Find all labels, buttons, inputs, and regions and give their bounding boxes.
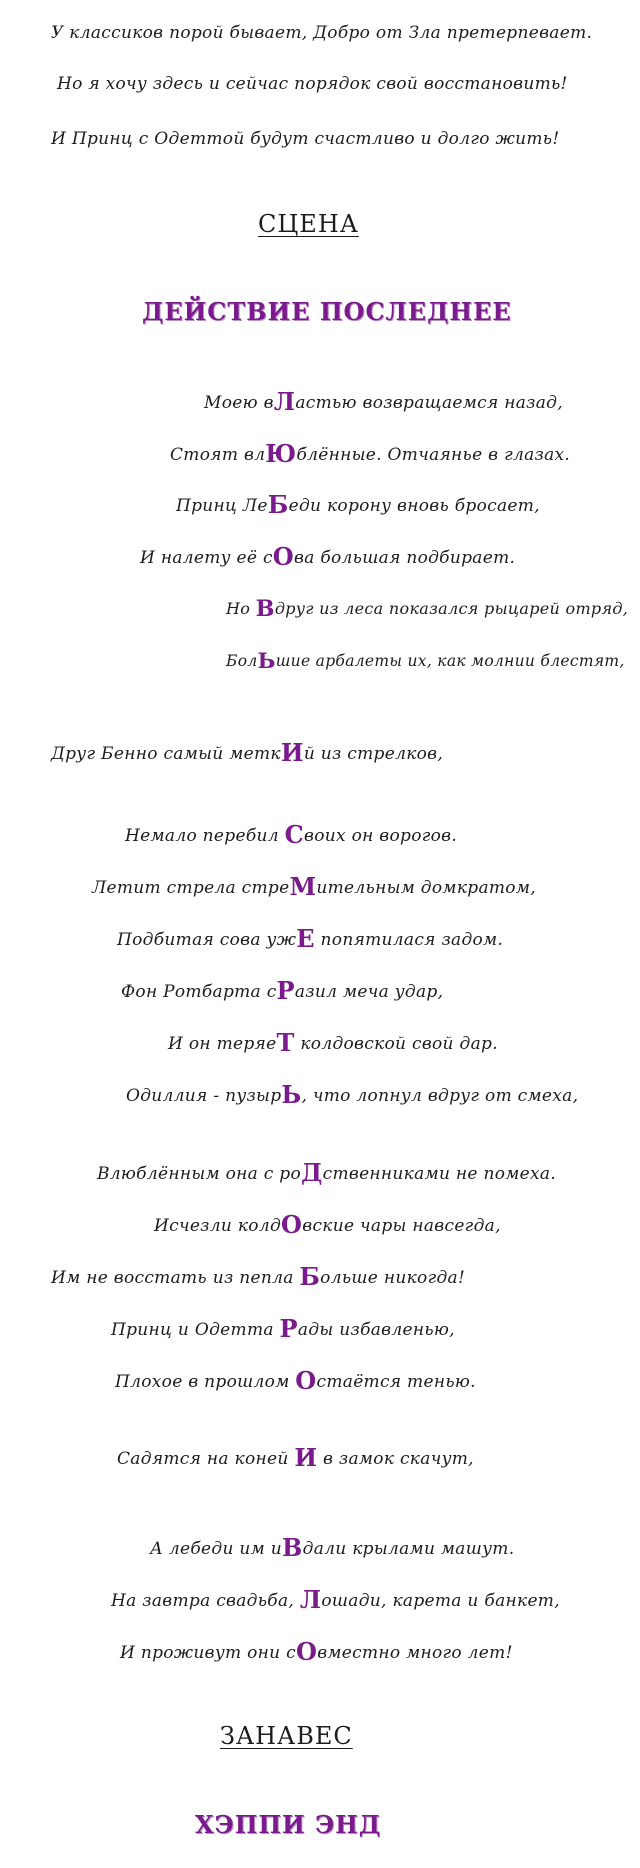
verse-line: На завтра свадьба, Лошади, карета и банкет, bbox=[111, 1585, 560, 1614]
curtain-heading: ЗАНАВЕС bbox=[220, 1722, 353, 1750]
acrostic-letter: Ю bbox=[265, 439, 297, 468]
verse-line: Принц и Одетта Рады избавленью, bbox=[111, 1314, 455, 1343]
acrostic-letter: О bbox=[281, 1210, 303, 1239]
acrostic-letter: В bbox=[282, 1533, 303, 1562]
acrostic-letter: Ь bbox=[281, 1080, 302, 1109]
verse-line: Плохое в прошлом Остаётся тенью. bbox=[115, 1366, 476, 1395]
act-title: ДЕЙСТВИЕ ПОСЛЕДНЕЕ bbox=[142, 297, 512, 326]
verse-line: Летит стрела стреМительным домкратом, bbox=[92, 872, 536, 901]
acrostic-letter: Б bbox=[299, 1262, 321, 1291]
acrostic-letter: Ь bbox=[257, 649, 276, 674]
acrostic-letter: Д bbox=[301, 1158, 323, 1187]
verse-line: Стоят влЮблённые. Отчаянье в глазах. bbox=[170, 439, 571, 468]
verse-line: Исчезли колдОвские чары навсегда, bbox=[154, 1210, 501, 1239]
verse-line: Принц ЛеБеди корону вновь бросает, bbox=[176, 490, 540, 519]
intro-line-1: У классиков порой бывает, Добро от Зла претерпевает. bbox=[51, 23, 593, 43]
acrostic-letter: О bbox=[295, 1637, 318, 1666]
scene-heading: СЦЕНА bbox=[258, 210, 359, 238]
verse-line: И налету её сОва большая подбирает. bbox=[140, 542, 516, 571]
verse-line: Подбитая сова ужЕ попятилася задом. bbox=[117, 924, 504, 953]
acrostic-letter: М bbox=[289, 872, 317, 901]
verse-line: БолЬшие арбалеты их, как молнии блестят, bbox=[226, 649, 625, 674]
acrostic-letter: О bbox=[272, 542, 294, 571]
acrostic-letter: В bbox=[255, 596, 275, 622]
verse-line: Немало перебил Своих он ворогов. bbox=[125, 820, 458, 849]
verse-line: Моею вЛастью возвращаемся назад, bbox=[204, 387, 563, 416]
verse-line: А лебеди им иВдали крылами машут. bbox=[150, 1533, 515, 1562]
acrostic-letter: И bbox=[280, 738, 304, 767]
acrostic-letter: Т bbox=[276, 1028, 295, 1057]
acrostic-letter: С bbox=[284, 820, 304, 849]
acrostic-letter: Л bbox=[299, 1585, 322, 1614]
verse-line: Им не восстать из пепла Больше никогда! bbox=[51, 1262, 466, 1291]
acrostic-letter: Е bbox=[296, 924, 315, 953]
verse-line: Садятся на коней И в замок скачут, bbox=[117, 1443, 474, 1472]
intro-line-3: И Принц с Одеттой будут счастливо и долго жить! bbox=[51, 129, 560, 149]
verse-line: Влюблённым она с роДственниками не помеха. bbox=[97, 1158, 557, 1187]
author-name: ХЭППИ ЭНД bbox=[195, 1810, 382, 1839]
verse-line: Одиллия - пузырЬ, что лопнул вдруг от смеха, bbox=[126, 1080, 579, 1109]
verse-line: И он теряеТ колдовской свой дар. bbox=[168, 1028, 498, 1057]
acrostic-letter: И bbox=[294, 1443, 318, 1472]
acrostic-letter: Л bbox=[273, 387, 296, 416]
acrostic-letter: Р bbox=[276, 976, 295, 1005]
acrostic-letter: Б bbox=[267, 490, 289, 519]
acrostic-letter: Р bbox=[279, 1314, 298, 1343]
verse-line: Друг Бенно самый меткИй из стрелков, bbox=[51, 738, 444, 767]
acrostic-letter: О bbox=[295, 1366, 317, 1395]
verse-line: И проживут они сОвместно много лет! bbox=[120, 1637, 513, 1666]
verse-line: Но Вдруг из леса показался рыцарей отряд, bbox=[226, 596, 629, 622]
intro-line-2: Но я хочу здесь и сейчас порядок свой восстановить! bbox=[57, 74, 568, 94]
verse-line: Фон Ротбарта сРазил меча удар, bbox=[121, 976, 444, 1005]
